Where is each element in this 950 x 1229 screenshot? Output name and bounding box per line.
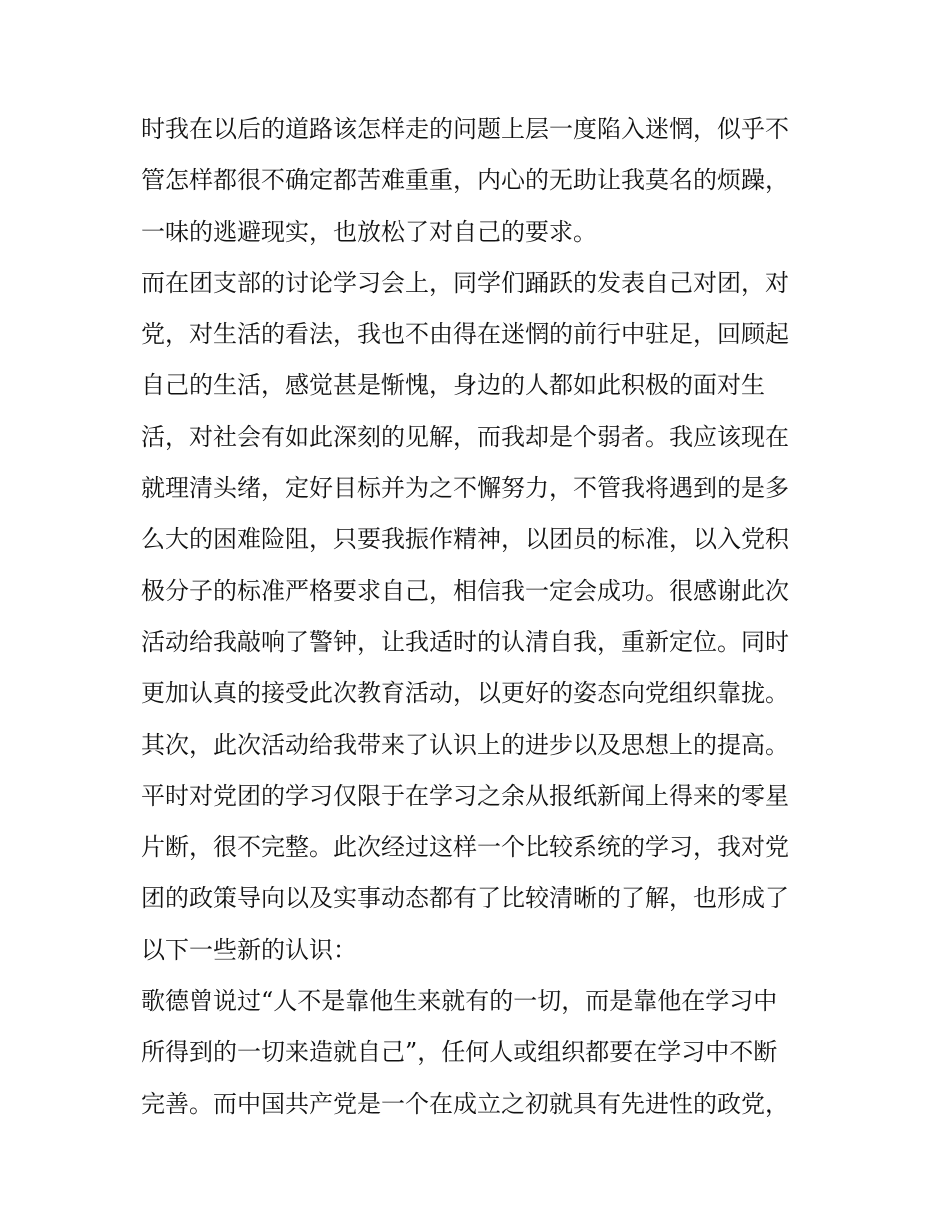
text-line: 片断，很不完整。此次经过这样一个比较系统的学习，我对党 bbox=[141, 833, 789, 862]
text-line: 极分子的标准严格要求自己，相信我一定会成功。很感谢此次 bbox=[141, 576, 789, 605]
text-line: 党，对生活的看法，我也不由得在迷惘的前行中驻足，回顾起 bbox=[141, 320, 789, 349]
text-line: 自己的生活，感觉甚是惭愧，身边的人都如此积极的面对生 bbox=[141, 371, 765, 400]
document-body bbox=[141, 104, 821, 1130]
text-line: 时我在以后的道路该怎样走的问题上层一度陷入迷惘，似乎不 bbox=[141, 115, 789, 143]
text-line: 而在团支部的讨论学习会上，同学们踊跃的发表自己对团，对 bbox=[141, 268, 789, 297]
text-line: 活，对社会有如此深刻的见解，而我却是个弱者。我应该现在 bbox=[141, 422, 789, 451]
text-line: 活动给我敲响了警钟，让我适时的认清自我，重新定位。同时 bbox=[141, 627, 789, 656]
text-line: 更加认真的接受此次教育活动，以更好的姿态向党组织靠拢。 bbox=[141, 679, 789, 708]
text-line: 以下一些新的认识： bbox=[141, 935, 357, 964]
text-line: 完善。而中国共产党是一个在成立之初就具有先进性的政党， bbox=[141, 1089, 789, 1118]
text-line: 歌德曾说过“人不是靠他生来就有的一切，而是靠他在学习中 bbox=[141, 987, 778, 1016]
text-line: 么大的困难险阻，只要我振作精神，以团员的标准，以入党积 bbox=[141, 525, 789, 554]
text-line: 一味的逃避现实，也放松了对自己的要求。 bbox=[141, 217, 597, 246]
text-line: 其次，此次活动给我带来了认识上的进步以及思想上的提高。 bbox=[141, 730, 789, 759]
text-line: 团的政策导向以及实事动态都有了比较清晰的了解，也形成了 bbox=[141, 884, 789, 913]
text-line: 就理清头绪，定好目标并为之不懈努力，不管我将遇到的是多 bbox=[141, 474, 789, 503]
text-line: 平时对党团的学习仅限于在学习之余从报纸新闻上得来的零星 bbox=[141, 781, 789, 810]
text-line: 管怎样都很不确定都苦难重重，内心的无助让我莫名的烦躁， bbox=[141, 166, 789, 195]
text-line: 所得到的一切来造就自己”，任何人或组织都要在学习中不断 bbox=[141, 1038, 778, 1067]
